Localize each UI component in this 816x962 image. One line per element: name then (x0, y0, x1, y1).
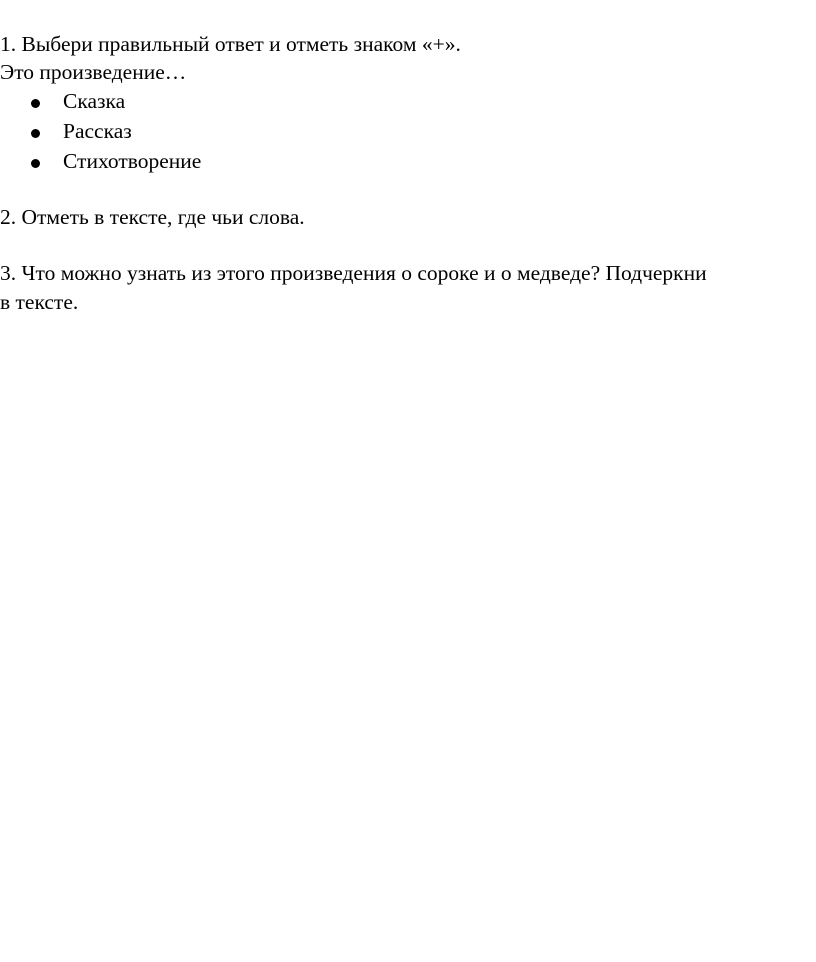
bullet-icon (31, 129, 40, 138)
question-3-prompt-line-1: 3. Что можно узнать из этого произведения о сороке и о медведе? Подчеркни (0, 261, 707, 285)
question-1-prompt: 1. Выбери правильный ответ и отметь знаком «+». (0, 32, 461, 56)
answer-option-label: Стихотворение (63, 149, 202, 173)
bullet-icon (31, 159, 40, 168)
question-1-lead: Это произведение… (0, 60, 187, 84)
question-3-prompt-line-2: в тексте. (0, 290, 79, 314)
answer-option-label: Сказка (63, 89, 126, 113)
bullet-icon (31, 99, 40, 108)
question-2-prompt: 2. Отметь в тексте, где чьи слова. (0, 205, 305, 229)
answer-option-label: Рассказ (63, 119, 132, 143)
